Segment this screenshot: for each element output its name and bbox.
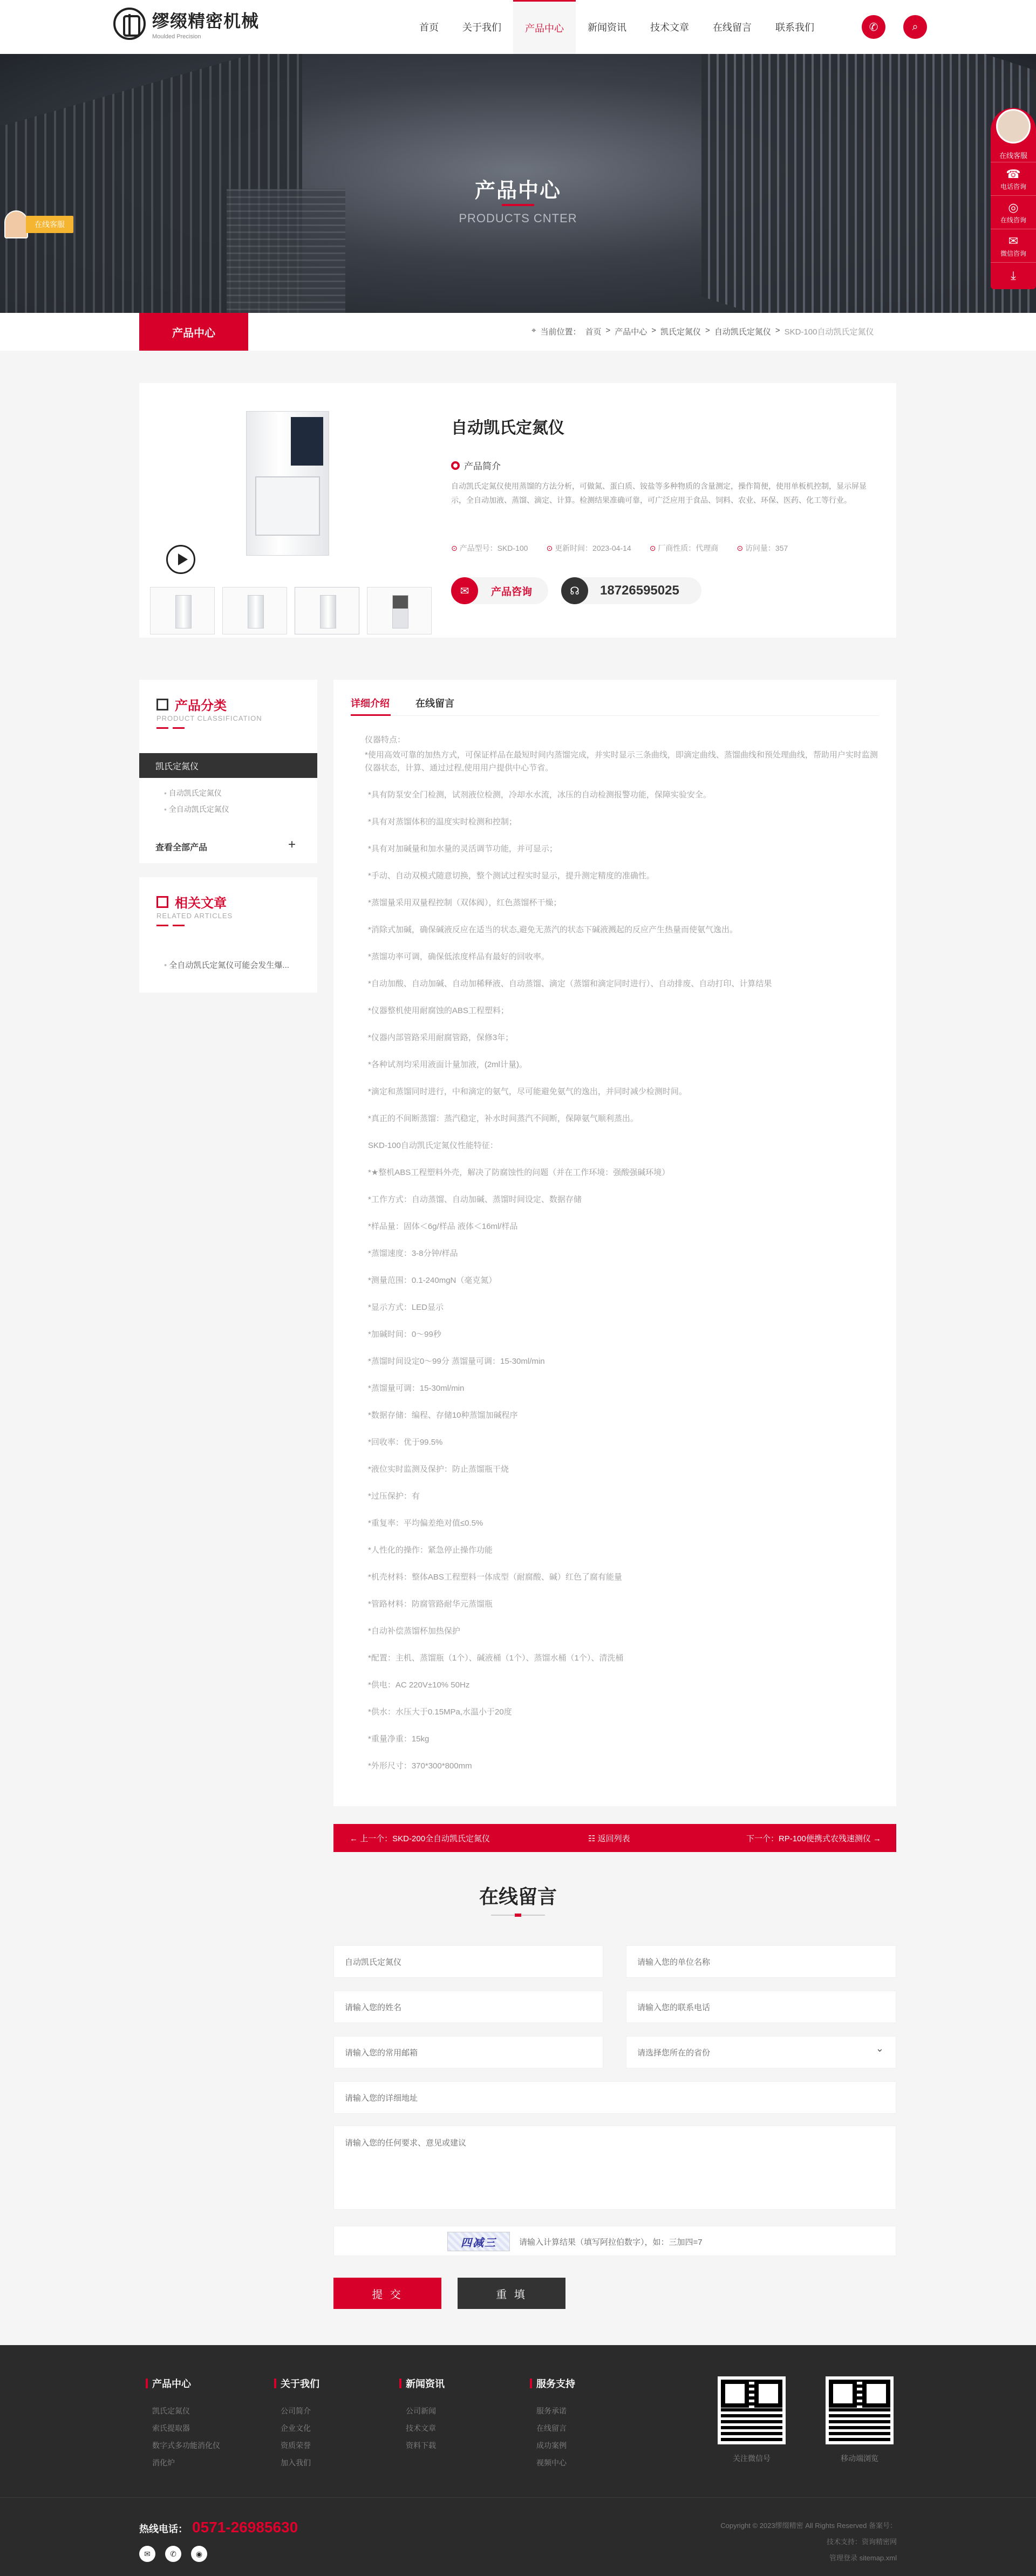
banner-divider xyxy=(502,204,534,206)
meta-model: ⊙ 产品型号：SKD-100 xyxy=(451,543,528,554)
footer-link[interactable]: 加入我们 xyxy=(281,2458,311,2467)
site-footer xyxy=(0,2345,1036,2576)
play-video-icon[interactable] xyxy=(166,545,195,574)
spec-line: *供电：AC 220V±10% 50Hz xyxy=(368,1680,470,1690)
phone-button[interactable]: ☊ 18726595025 xyxy=(561,577,701,604)
qr-label: 关注微信号 xyxy=(733,2454,771,2463)
footer-link[interactable]: 资料下载 xyxy=(406,2441,436,2450)
spec-line: 仪器特点： xyxy=(365,735,406,744)
logo-title: 缪缀精密机械 xyxy=(152,11,260,31)
breadcrumb-bar xyxy=(0,313,1036,351)
wechat-qr-code xyxy=(718,2376,786,2444)
footer-link[interactable]: 公司新闻 xyxy=(406,2407,436,2415)
float-wechat[interactable]: ✉ 微信咨询 xyxy=(991,229,1036,262)
spec-line: *重量净重：15kg xyxy=(368,1734,430,1744)
spec-line: *外形尺寸：370*300*800mm xyxy=(368,1761,472,1771)
category-active[interactable]: 凯氏定氮仪 xyxy=(139,753,317,778)
back-to-top-icon[interactable]: ⤓ xyxy=(991,262,1036,289)
breadcrumb-category[interactable]: 凯氏定氮仪 xyxy=(660,327,701,337)
spec-line: *蒸馏量采用双量程控制（双体阀），红色蒸馏杯干燥； xyxy=(368,898,562,907)
float-head[interactable]: 在线客服 xyxy=(991,108,1036,162)
submit-button[interactable]: 提 交 xyxy=(333,2278,441,2309)
meta-updated: ⊙ 更新时间：2023-04-14 xyxy=(546,543,631,554)
mobile-qr-code xyxy=(826,2376,894,2444)
spec-line: *蒸馏量可调：15-30ml/min xyxy=(368,1384,465,1393)
all-products-link[interactable]: 查看全部产品 xyxy=(155,843,208,852)
page-banner xyxy=(0,54,1036,313)
spec-line: *自动补偿蒸馏杯加热保护 xyxy=(368,1627,460,1636)
spec-line: *回收率：优于99.5% xyxy=(368,1438,443,1447)
footer-link[interactable]: 视频中心 xyxy=(536,2458,567,2467)
footer-link[interactable]: 资质荣誉 xyxy=(281,2441,311,2450)
nav-products[interactable]: 产品中心 xyxy=(513,0,576,54)
spec-line: *测量范围：0.1-240mgN（毫克氮） xyxy=(368,1276,497,1285)
thumbnail[interactable] xyxy=(367,587,432,634)
articles-title: 相关文章 xyxy=(175,896,227,911)
captcha-field[interactable] xyxy=(333,2226,896,2256)
tab-detail[interactable]: 详细介绍 xyxy=(351,698,390,709)
product-meta xyxy=(451,543,788,554)
breadcrumb-subcategory[interactable]: 自动凯氏定氮仪 xyxy=(714,327,771,337)
province-select[interactable]: 请选择您所在的省份 ⌄ xyxy=(626,2036,896,2068)
subcategory-item[interactable]: • 全自动凯氏定氮仪 xyxy=(164,804,229,815)
float-online[interactable]: ◎ 在线咨询 xyxy=(991,195,1036,229)
wechat-icon[interactable]: ◉ xyxy=(191,2546,207,2562)
logo-subtitle: Moulded Precision xyxy=(152,33,201,40)
spec-line: *手动、自动双模式随意切换，整个测试过程实时显示，提升测定精度的准确性。 xyxy=(368,871,655,880)
title-underline xyxy=(156,925,185,926)
phone-icon[interactable]: ✆ xyxy=(165,2546,181,2562)
spec-line: *滴定和蒸馏同时进行，中和滴定的氨气，尽可能避免氨气的逸出，并同时减少检测时间。 xyxy=(368,1087,687,1096)
subcategory-item[interactable]: • 自动凯氏定氮仪 xyxy=(164,788,222,798)
spec-line: *重复率：平均偏差绝对值≤0.5% xyxy=(368,1519,483,1528)
thumbnail[interactable] xyxy=(222,587,287,634)
prev-link[interactable]: ← 上一个：SKD-200全自动凯氏定氮仪 xyxy=(350,1834,490,1843)
footer-hotline: 热线电话： 0571-26985630 xyxy=(139,2519,298,2536)
logo-icon xyxy=(113,8,146,40)
headset-icon: ◎ xyxy=(1008,201,1019,214)
back-to-list[interactable]: ☷ 返回列表 xyxy=(588,1834,630,1843)
float-phone[interactable]: ☎ 电话咨询 xyxy=(991,162,1036,195)
footer-link[interactable]: 技术文章 xyxy=(406,2424,436,2432)
document-icon xyxy=(156,896,168,908)
email-field[interactable]: 请输入您的常用邮箱 xyxy=(333,2036,603,2068)
footer-col-news: 新闻资讯 公司新闻 技术文章 资料下载 xyxy=(399,2376,445,2454)
product-field[interactable]: 自动凯氏定氮仪 xyxy=(333,1945,603,1978)
spec-line: *样品量：固体＜6g/样品 液体＜16ml/样品 xyxy=(368,1222,518,1231)
spec-line: *使用高效可靠的加热方式，可保证样品在最短时间内蒸馏完成，并实时显示三条曲线，即滴定曲线、蒸馏曲线和预处理曲线，帮助用户实时监测仪器状态，计算、通过过程,使用用户提供中心节省。 xyxy=(365,750,878,773)
footer-col-support: 服务支持 服务承诺 在线留言 成功案例 视频中心 xyxy=(530,2376,575,2471)
footer-link[interactable]: 消化炉 xyxy=(152,2458,175,2467)
spec-line: *蒸馏时间设定0～99分 蒸馏量可调：15-30ml/min xyxy=(368,1357,545,1366)
next-link[interactable]: 下一个：RP-100便携式农残速测仪 → xyxy=(746,1834,881,1843)
tab-message[interactable]: 在线留言 xyxy=(415,698,454,709)
spec-line: *加碱时间：0～99秒 xyxy=(368,1330,441,1339)
category-subtitle: PRODUCT CLASSIFICATION xyxy=(156,714,262,722)
spec-line: *具有对蒸馏体积的温度实时检测和控制； xyxy=(368,817,517,826)
spec-line: *蒸馏功率可调，确保低浓度样品有最好的回收率。 xyxy=(368,952,549,961)
captcha-hint: 请输入计算结果（填写阿拉伯数字），如：三加四=7 xyxy=(519,2238,703,2247)
product-detail xyxy=(333,680,896,1806)
footer-link[interactable]: 服务承诺 xyxy=(536,2407,567,2415)
spec-line: *具有对加碱量和加水量的灵活调节功能，并可显示； xyxy=(368,844,557,853)
article-item[interactable]: • 全自动凯氏定氮仪可能会发生爆... xyxy=(164,959,289,971)
social-icons xyxy=(139,2546,207,2562)
bullet-icon xyxy=(451,461,460,470)
related-articles xyxy=(139,877,317,993)
spec-line: *消除式加碱，确保碱液反应在适当的状态,避免无蒸汽的状态下碱液溅起的反应产生热量而使氨气逸出。 xyxy=(368,925,738,934)
nav-home[interactable]: 首页 xyxy=(419,22,439,33)
nav-contact[interactable]: 联系我们 xyxy=(775,22,814,33)
product-summary xyxy=(139,383,896,638)
nav-news[interactable]: 新闻资讯 xyxy=(588,22,626,33)
grid-icon xyxy=(156,699,168,710)
intro-heading: 产品简介 xyxy=(451,459,501,472)
search-icon[interactable]: ⌕ xyxy=(903,15,927,39)
detail-tabs xyxy=(351,696,454,710)
footer-link[interactable]: 企业文化 xyxy=(281,2424,311,2432)
footer-link[interactable]: 成功案例 xyxy=(536,2441,567,2450)
product-title: 自动凯氏定氮仪 xyxy=(451,419,564,437)
breadcrumb-home[interactable]: 首页 xyxy=(585,327,602,337)
spec-line: *过压保护：有 xyxy=(368,1492,420,1501)
breadcrumb-products[interactable]: 产品中心 xyxy=(615,327,648,337)
title-divider xyxy=(491,1915,545,1916)
site-logo[interactable] xyxy=(113,8,259,40)
captcha-image[interactable]: 四减三 xyxy=(447,2232,510,2251)
spec-line: SKD-100自动凯氏定氮仪性能特征： xyxy=(368,1141,498,1150)
articles-subtitle: RELATED ARTICLES xyxy=(156,912,233,920)
floating-service-bar xyxy=(991,108,1036,289)
footer-link[interactable]: 凯氏定氮仪 xyxy=(152,2407,190,2415)
spec-line: *液位实时监测及保护：防止蒸馏瓶干烧 xyxy=(368,1465,509,1474)
consult-button[interactable]: ✉ 产品咨询 xyxy=(451,577,548,604)
breadcrumb-current: SKD-100自动凯氏定氮仪 xyxy=(784,327,874,337)
breadcrumb: ⌖ 当前位置： 首页 > 产品中心 > 凯氏定氮仪 > 自动凯氏定氮仪 > SKD-100自动凯氏定氮仪 xyxy=(531,326,874,337)
spec-line: *工作方式：自动蒸馏、自动加碱、蒸馏时间设定、数据存储 xyxy=(368,1195,582,1204)
copyright: Copyright © 2023缪缀精密 All Rights Reserved 备案号： 技术支持：资询精密网 管理登录 sitemap.xml xyxy=(720,2518,897,2566)
banner-building-mid xyxy=(227,189,345,313)
address-field[interactable]: 请输入您的详细地址 xyxy=(333,2081,896,2114)
category-sidebar xyxy=(139,680,317,863)
footer-link[interactable]: 公司简介 xyxy=(281,2407,311,2415)
section-tab[interactable]: 产品中心 xyxy=(139,313,248,351)
nav-message[interactable]: 在线留言 xyxy=(713,22,752,33)
service-label: 在线客服 xyxy=(26,216,73,233)
spec-line: *具有防泵安全门检测，试剂液位检测，冷却水水流，冰压的自动检测报警功能，保障实验安全。 xyxy=(368,790,711,800)
chat-icon: ✉ xyxy=(451,577,478,604)
nav-about[interactable]: 关于我们 xyxy=(462,22,501,33)
service-avatar xyxy=(4,210,28,238)
spec-line: *人性化的操作：紧急停止操作功能 xyxy=(368,1546,493,1555)
device-illustration xyxy=(246,411,329,556)
qr-label: 移动端浏览 xyxy=(841,2454,878,2463)
message-title: 在线留言 xyxy=(479,1885,557,1908)
spec-line: *自动加酸、自动加碱、自动加稀释液、自动蒸馏、滴定（蒸馏和滴定同时进行）、自动排废、自动打印、计算结果 xyxy=(368,979,772,988)
banner-subtitle: PRODUCTS CNTER xyxy=(459,211,577,225)
reset-button[interactable]: 重 填 xyxy=(458,2278,565,2309)
admin-links[interactable]: 管理登录 sitemap.xml xyxy=(829,2554,897,2562)
prev-next-bar xyxy=(333,1824,896,1852)
footer-link[interactable]: 在线留言 xyxy=(536,2424,567,2432)
name-field[interactable]: 请输入您的姓名 xyxy=(333,1991,603,2023)
nav-articles[interactable]: 技术文章 xyxy=(650,22,689,33)
footer-link[interactable]: 数字式多功能消化仪 xyxy=(152,2441,220,2450)
spec-line: *仪器整机使用耐腐蚀的ABS工程塑料； xyxy=(368,1006,509,1015)
meta-views: ⊙ 访问量：357 xyxy=(737,543,788,554)
banner-title: 产品中心 xyxy=(474,180,561,202)
phone-icon: ☎ xyxy=(1006,167,1021,181)
spec-line: *供水：水压大于0.15MPa,水温小于20度 xyxy=(368,1707,512,1717)
spec-line: *★整机ABS工程塑料外壳，解决了防腐蚀性的问题（并在工作环境：强酸强碱环境） xyxy=(368,1168,670,1177)
spec-line: *配置：主机、蒸馏瓶（1个）、碱液桶（1个）、蒸馏水桶（1个）、清洗桶 xyxy=(368,1653,624,1663)
thumbnail[interactable] xyxy=(150,587,215,634)
wechat-icon: ✉ xyxy=(1008,234,1019,248)
main-nav xyxy=(407,0,826,54)
category-title: 产品分类 xyxy=(175,699,227,713)
online-service-tag[interactable] xyxy=(4,210,73,238)
breadcrumb-label: 当前位置： xyxy=(540,327,581,337)
thumbnail[interactable] xyxy=(295,587,359,634)
product-image[interactable] xyxy=(150,399,431,561)
phone-field[interactable]: 请输入您的联系电话 xyxy=(626,1991,896,2023)
spec-list xyxy=(350,734,878,1787)
location-icon: ⌖ xyxy=(531,326,536,335)
spec-line: *管路材料：防腐管路耐华元蒸馏瓶 xyxy=(368,1600,493,1609)
tab-indicator xyxy=(351,714,391,716)
service-avatar xyxy=(996,109,1031,144)
title-underline xyxy=(156,727,185,729)
footer-col-products: 产品中心 凯氏定氮仪 索氏提取器 数字式多功能消化仪 消化炉 xyxy=(146,2376,220,2471)
spec-line: *仪器内部管路采用耐腐管路，保修3年； xyxy=(368,1033,514,1042)
mail-icon[interactable]: ✉ xyxy=(139,2546,155,2562)
message-textarea[interactable]: 请输入您的任何要求、意见或建议 xyxy=(333,2126,896,2210)
spec-line: *各种试剂均采用液面计量加液，(2ml计量)。 xyxy=(368,1060,527,1069)
spec-line: *数据存储：编程、存储10种蒸馏加碱程序 xyxy=(368,1411,518,1420)
headset-icon: ☊ xyxy=(561,577,588,604)
site-header xyxy=(0,0,1036,54)
spec-line: *真正的不间断蒸馏：蒸汽稳定，补水时间蒸汽不间断，保障氨气顺利蒸出。 xyxy=(368,1114,638,1123)
product-intro: 自动凯氏定氮仪使用蒸馏的方法分析，可做氮、蛋白质、铵盐等多种物质的含量测定，操作简便，使用单板机控制，显示屏显示，全自动加液、蒸馏、滴定、计算。检测结果准确可靠，可广泛应用于食品、饲料、农业、环保、医药、化工等行业。 xyxy=(451,482,867,504)
footer-link[interactable]: 索氏提取器 xyxy=(152,2424,190,2432)
spec-line: *机壳材料：整体ABS工程塑料一体成型（耐腐酸、碱）红色了腐有能量 xyxy=(368,1573,622,1582)
spec-line: *蒸馏速度：3-8分钟/样品 xyxy=(368,1249,458,1258)
expand-icon[interactable]: + xyxy=(288,837,296,852)
phone-icon[interactable]: ✆ xyxy=(862,15,885,39)
company-field[interactable]: 请输入您的单位名称 xyxy=(626,1945,896,1978)
thumbnail-list xyxy=(150,587,432,634)
spec-line: *显示方式：LED显示 xyxy=(368,1303,444,1312)
meta-vendor: ⊙ 厂商性质：代理商 xyxy=(650,543,719,554)
footer-col-about: 关于我们 公司简介 企业文化 资质荣誉 加入我们 xyxy=(274,2376,319,2471)
